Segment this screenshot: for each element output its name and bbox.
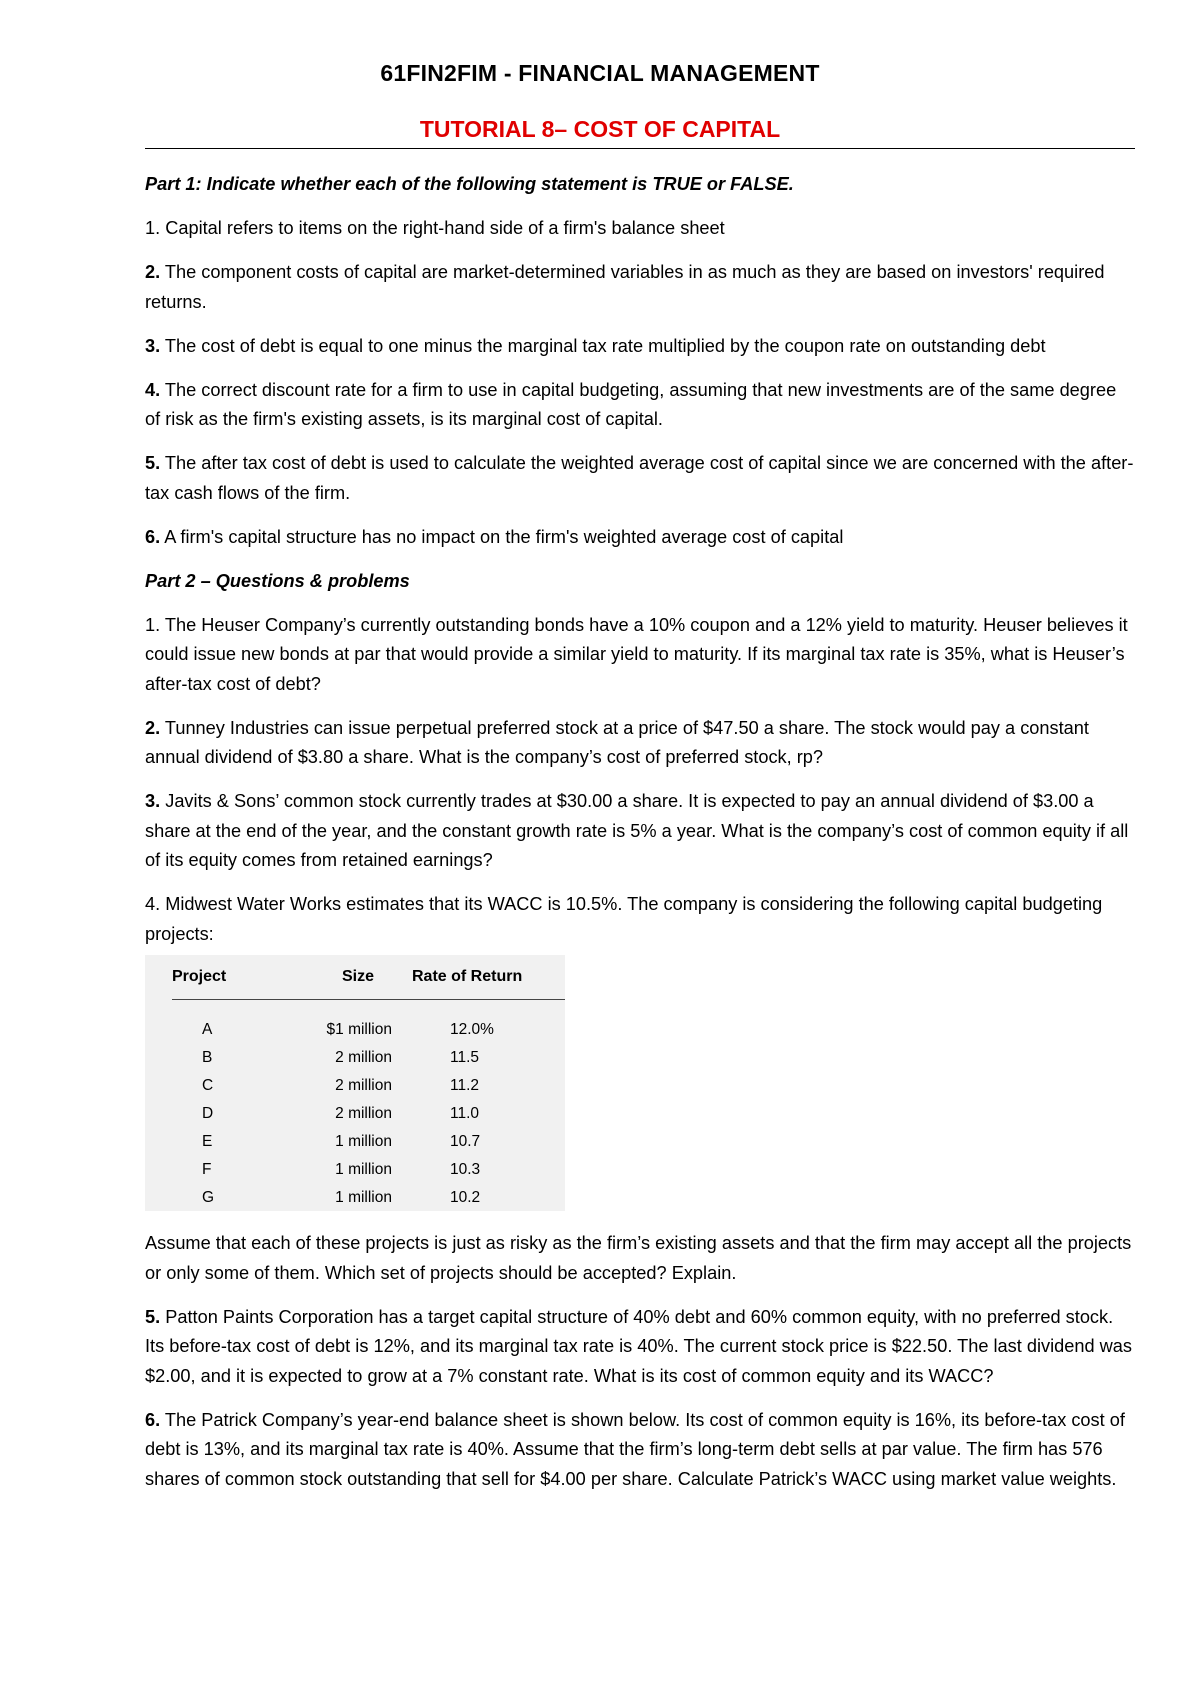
item-number: 6. [145, 1409, 161, 1430]
cell-size: 1 million [335, 1189, 392, 1206]
item-number: 6. [145, 526, 161, 547]
projects-table [172, 959, 565, 1212]
cell-size: 2 million [335, 1077, 392, 1094]
projects-table-figure [145, 955, 565, 1211]
cell-project: A [202, 1021, 213, 1038]
cell-rate: 11.0 [450, 1105, 480, 1122]
part1-item [145, 449, 1135, 508]
item-text: Javits & Sons’ common stock currently trades at $30.00 a share. It is expected to pay an annual dividend of $3.00 a share at the end of the year, and the constant growth rate is 5% a year. What is the company’s cost of common equity if all of its equity comes from retained earnings? [145, 791, 1129, 870]
item-number: 5. [145, 1306, 161, 1327]
cell-project: F [202, 1161, 212, 1178]
cell-project: D [202, 1105, 214, 1122]
item-text: The Patrick Company’s year-end balance sheet is shown below. Its cost of common equity is 16%, its before-tax cost of debt is 13%, and its marginal tax rate is 40%. Assume that the firm’s long-term debt sells at par value. The firm has 576 shares of common stock outstanding that sell for $4.00 per share. Calculate Patrick’s WACC using market value weights. [145, 1409, 1125, 1489]
header-size: Size [341, 968, 374, 985]
cell-size: 1 million [335, 1133, 392, 1150]
question-6 [145, 1406, 1135, 1495]
item-text: Capital refers to items on the right-hand side of a firm's balance sheet [160, 218, 725, 238]
part1-item [145, 258, 1135, 317]
question-3 [145, 787, 1135, 876]
cell-project: B [202, 1049, 213, 1066]
cell-size: 2 million [335, 1105, 392, 1122]
item-number: 3. [145, 791, 161, 811]
header-project: Project [172, 968, 227, 985]
cell-project: C [202, 1077, 214, 1094]
item-number: 2. [145, 717, 161, 738]
item-text: The correct discount rate for a firm to use in capital budgeting, assuming that new investments are of the same degree of risk as the firm's existing assets, is its marginal cost of capital. [145, 379, 1117, 429]
table-row [172, 1184, 565, 1212]
item-number: 5. [145, 453, 161, 473]
table-row [172, 1156, 565, 1184]
cell-rate: 11.5 [450, 1049, 480, 1066]
part1-item [145, 214, 1135, 244]
item-text: The after tax cost of debt is used to calculate the weighted average cost of capital since we are concerned with the after-tax cash flows of the firm. [145, 453, 1134, 503]
item-text: The component costs of capital are market-determined variables in as much as they are based on investors' required returns. [145, 262, 1105, 312]
title-divider [145, 148, 1135, 149]
part1-item [145, 523, 1135, 553]
cell-size: 2 million [335, 1049, 392, 1066]
part1-item [145, 332, 1135, 362]
table-row [172, 1044, 565, 1072]
item-text: A firm's capital structure has no impact on the firm's weighted average cost of capital [160, 526, 844, 547]
item-number: 3. [145, 335, 161, 356]
cell-project: G [202, 1189, 215, 1206]
part1-heading: Part 1: Indicate whether each of the following statement is TRUE or FALSE. [145, 174, 794, 194]
item-text: Tunney Industries can issue perpetual preferred stock at a price of $47.50 a share. The stock would pay a constant annual dividend of $3.80 a share. What is the company’s cost of preferred stock, rp? [145, 717, 1089, 767]
part2-heading: Part 2 – Questions & problems [145, 570, 410, 591]
table-row [172, 1128, 565, 1156]
question-4-followup: Assume that each of these projects is just as risky as the firm’s existing assets and that the firm may accept all the projects or only some of them. Which set of projects should be accepted? Explain. [145, 1233, 1132, 1283]
cell-size: 1 million [335, 1161, 392, 1178]
course-title: 61FIN2FIM - FINANCIAL MANAGEMENT [380, 60, 820, 86]
document-body [145, 170, 1135, 1509]
table-row [172, 1100, 565, 1128]
cell-rate: 12.0% [450, 1021, 494, 1038]
table-row [172, 1000, 565, 1045]
question-4: 4. Midwest Water Works estimates that its WACC is 10.5%. The company is considering the following capital budgeting projects: [145, 894, 1103, 944]
cell-size: $1 million [326, 1021, 392, 1038]
table-header-row [172, 959, 565, 1000]
cell-rate: 10.2 [450, 1189, 481, 1206]
item-number: 1. [145, 218, 161, 238]
header-rate: Rate of Return [412, 968, 523, 985]
question-2 [145, 714, 1135, 773]
tutorial-title: TUTORIAL 8– COST OF CAPITAL [419, 116, 781, 142]
item-number: 4. [145, 379, 161, 400]
item-number: 2. [145, 262, 161, 282]
item-number: 1. [145, 614, 161, 635]
cell-rate: 10.3 [450, 1161, 481, 1178]
part1-item [145, 376, 1135, 435]
item-text: Patton Paints Corporation has a target capital structure of 40% debt and 60% common equity, with no preferred stock. Its before-tax cost of debt is 12%, and its marginal tax rate is 40%. The current stock price is $22.50. The last dividend was $2.00, and it is expected to grow at a 7% constant rate. What is its cost of common equity and its WACC? [145, 1306, 1132, 1386]
item-text: The cost of debt is equal to one minus the marginal tax rate multiplied by the coupon rate on outstanding debt [160, 335, 1046, 356]
cell-project: E [202, 1133, 213, 1150]
table-row [172, 1072, 565, 1100]
question-5 [145, 1303, 1135, 1392]
cell-rate: 11.2 [450, 1077, 480, 1094]
question-1 [145, 611, 1135, 700]
cell-rate: 10.7 [450, 1133, 481, 1150]
item-text: The Heuser Company’s currently outstanding bonds have a 10% coupon and a 12% yield to maturity. Heuser believes it could issue new bonds at par that would provide a similar yield to maturity. If its marginal tax rate is 35%, what is Heuser’s after-tax cost of debt? [145, 614, 1128, 694]
